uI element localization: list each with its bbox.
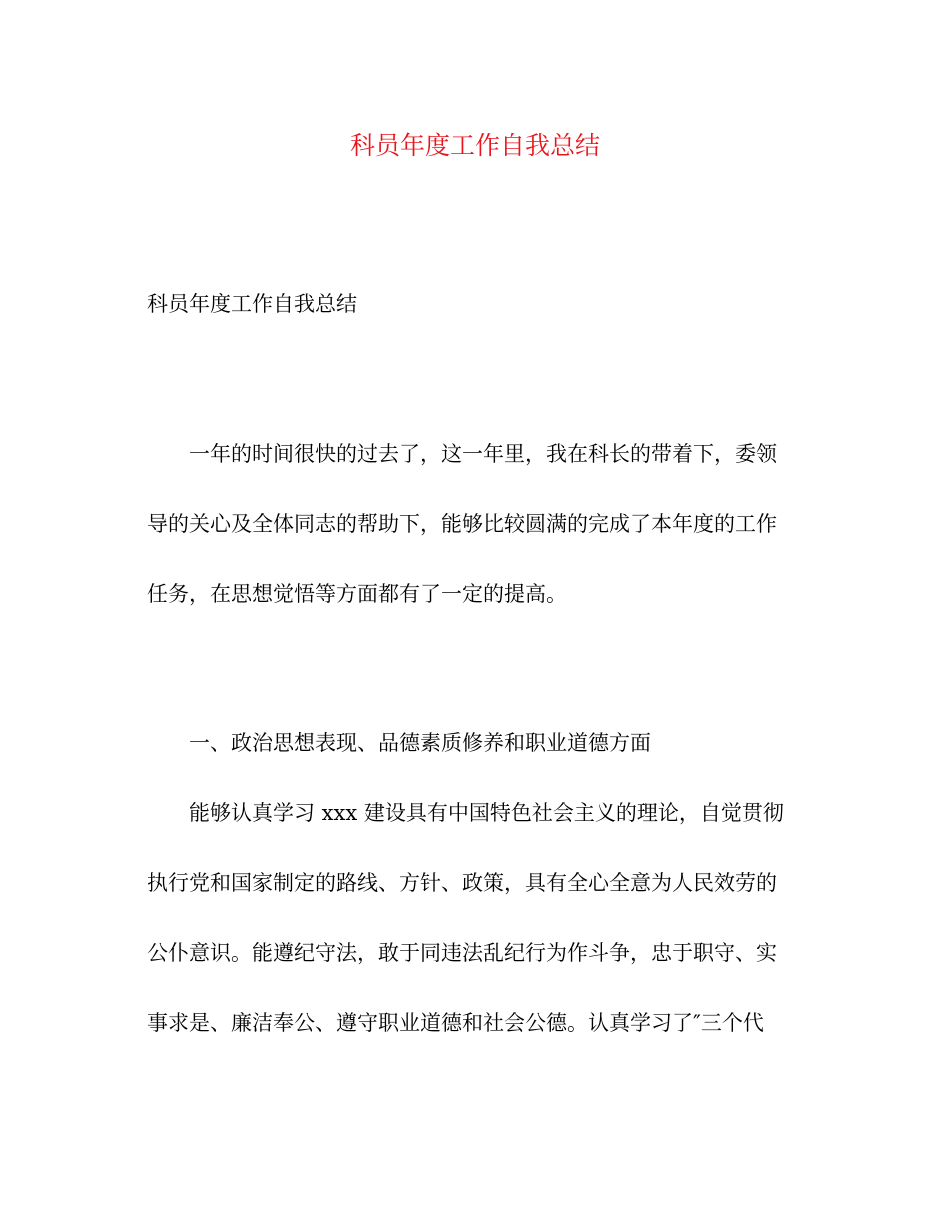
section1-line-2: 执行党和国家制定的路线、方针、政策，具有全心全意为人民效劳的	[147, 871, 777, 895]
section1-line-1: 能够认真学习 xxx 建设具有中国特色社会主义的理论，自觉贯彻	[189, 801, 784, 825]
document-title: 科员年度工作自我总结	[349, 131, 600, 160]
paragraph1-line-3: 任务，在思想觉悟等方面都有了一定的提高。	[147, 582, 567, 606]
section1-heading: 一、政治思想表现、品德素质修养和职业道德方面	[189, 731, 651, 755]
document-subtitle: 科员年度工作自我总结	[147, 292, 357, 316]
section1-line-3: 公仆意识。能遵纪守法，敢于同违法乱纪行为作斗争，忠于职守、实	[147, 941, 777, 965]
section1-line-4: 事求是、廉洁奉公、遵守职业道德和社会公德。认真学习了″三个代	[147, 1011, 764, 1035]
paragraph1-line-1: 一年的时间很快的过去了，这一年里，我在科长的带着下，委领	[189, 442, 777, 466]
paragraph1-line-2: 导的关心及全体同志的帮助下，能够比较圆满的完成了本年度的工作	[147, 512, 777, 536]
